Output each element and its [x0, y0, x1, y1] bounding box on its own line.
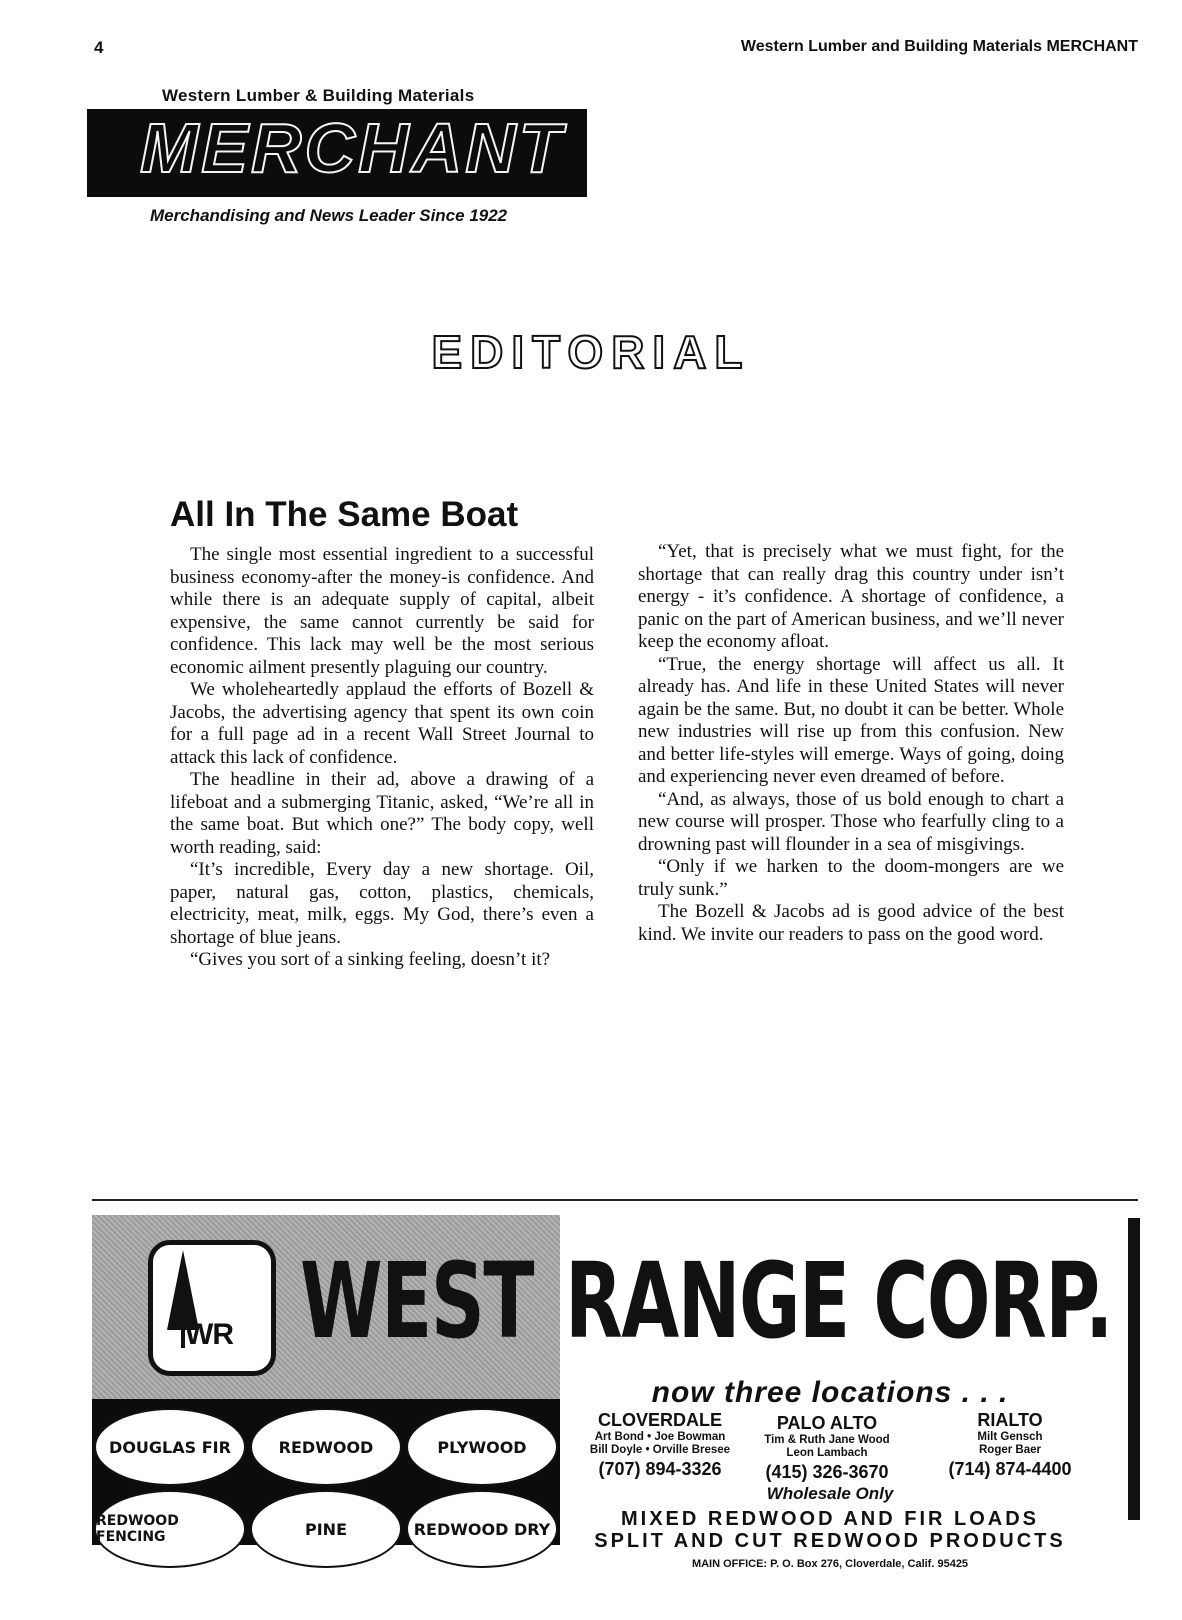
ad-side-bar [1128, 1218, 1140, 1520]
ad-line-1: MIXED REDWOOD AND FIR LOADS [620, 1508, 1040, 1530]
location-contacts: Tim & Ruth Jane Wood [764, 1434, 890, 1446]
main-office-address: MAIN OFFICE: P. O. Box 276, Cloverdale, Calif. 95425 [691, 1558, 969, 1570]
product-oval: DOUGLAS FIR [94, 1408, 246, 1486]
location-contacts: Art Bond • Joe Bowman [594, 1431, 726, 1443]
product-oval: REDWOOD DRY [406, 1490, 558, 1568]
location-contacts: Bill Doyle • Orville Bresee [589, 1444, 731, 1456]
product-oval: PINE [250, 1490, 402, 1568]
paragraph: “Only if we harken to the doom-mongers are we truly sunk.” [638, 856, 1064, 900]
paragraph: “Gives you sort of a sinking feeling, doesn’t it? [190, 949, 551, 970]
location-contacts: Leon Lambach [786, 1447, 868, 1459]
page-number: 4 [94, 38, 104, 57]
paragraph: We wholeheartedly applaud the efforts of Bozell & Jacobs, the advertising agency that spent its own coin for a full page ad in a recent Wall Street Journal to attack this lack of confidence. [170, 679, 594, 768]
location-name: PALO ALTO [776, 1413, 878, 1433]
ad-tagline: now three locations . . . [651, 1376, 1009, 1409]
article-column-2 [638, 541, 1064, 946]
location-rialto [935, 1410, 1085, 1480]
product-oval: REDWOOD FENCING [94, 1490, 246, 1568]
paragraph: The Bozell & Jacobs ad is good advice of the best kind. We invite our readers to pass on the good word. [638, 901, 1064, 945]
product-oval: PLYWOOD [406, 1408, 558, 1486]
paragraph: “True, the energy shortage will affect us all. It already has. And life in these United States will never again be the same. But, no doubt it can be better. Whole new industries will rise up from this confusion. New and better life-styles will emerge. Ways of going, doing and experiencing never even dreamed of before. [638, 653, 1064, 787]
ad-divider-rule [92, 1199, 1138, 1201]
wholesale-note: Wholesale Only [766, 1484, 894, 1503]
masthead-top-line: Western Lumber & Building Materials [162, 86, 475, 105]
article-column-1 [170, 544, 594, 972]
company-name-west: WEST [300, 1240, 533, 1362]
logo-letters: WR [185, 1318, 233, 1351]
location-name: RIALTO [977, 1410, 1043, 1430]
masthead-wordmark: MERCHANT [140, 109, 565, 187]
location-contacts: Milt Gensch [977, 1431, 1043, 1443]
product-oval: REDWOOD [250, 1408, 402, 1486]
location-phone: (714) 874-4400 [948, 1459, 1072, 1479]
paragraph: “It’s incredible, Every day a new shortage. Oil, paper, natural gas, cotton, plastics, chemicals, electricity, meat, milk, eggs. My God, there’s even a shortage of blue jeans. [170, 859, 594, 948]
location-cloverdale [585, 1410, 735, 1480]
company-name-range: RANGE CORP. [565, 1240, 1112, 1362]
section-title: EDITORIAL [431, 326, 751, 378]
article-headline: All In The Same Boat [170, 495, 519, 534]
masthead-tagline: Merchandising and News Leader Since 1922 [150, 206, 508, 225]
location-phone: (415) 326-3670 [765, 1462, 889, 1482]
ad-line-2: SPLIT AND CUT REDWOOD PRODUCTS [594, 1530, 1066, 1552]
location-phone: (707) 894-3326 [598, 1459, 722, 1479]
location-contacts: Roger Baer [979, 1444, 1041, 1456]
location-name: CLOVERDALE [597, 1410, 722, 1430]
paragraph: “And, as always, those of us bold enough to chart a new course will prosper. Those who fearfully cling to a drowning past will flounder in a sea of misgivings. [638, 788, 1064, 855]
location-palo-alto [752, 1413, 902, 1483]
running-header: Western Lumber and Building Materials MERCHANT [740, 38, 1138, 55]
paragraph: The headline in their ad, above a drawing of a lifeboat and a submerging Titanic, asked, “We’re all in the same boat. But which one?” The body copy, well worth reading, said: [170, 769, 594, 858]
paragraph: “Yet, that is precisely what we must fight, for the shortage that can really drag this country under isn’t energy - it’s confidence. A shortage of confidence, a panic on the part of American business, and we’ll never keep the economy afloat. [638, 541, 1064, 652]
paragraph: The single most essential ingredient to a successful business economy-after the money-is confidence. And while there is an adequate supply of capital, albeit expensive, the same cannot currently be said for confidence. This lack may well be the most serious economic ailment presently plaguing our country. [170, 544, 594, 678]
